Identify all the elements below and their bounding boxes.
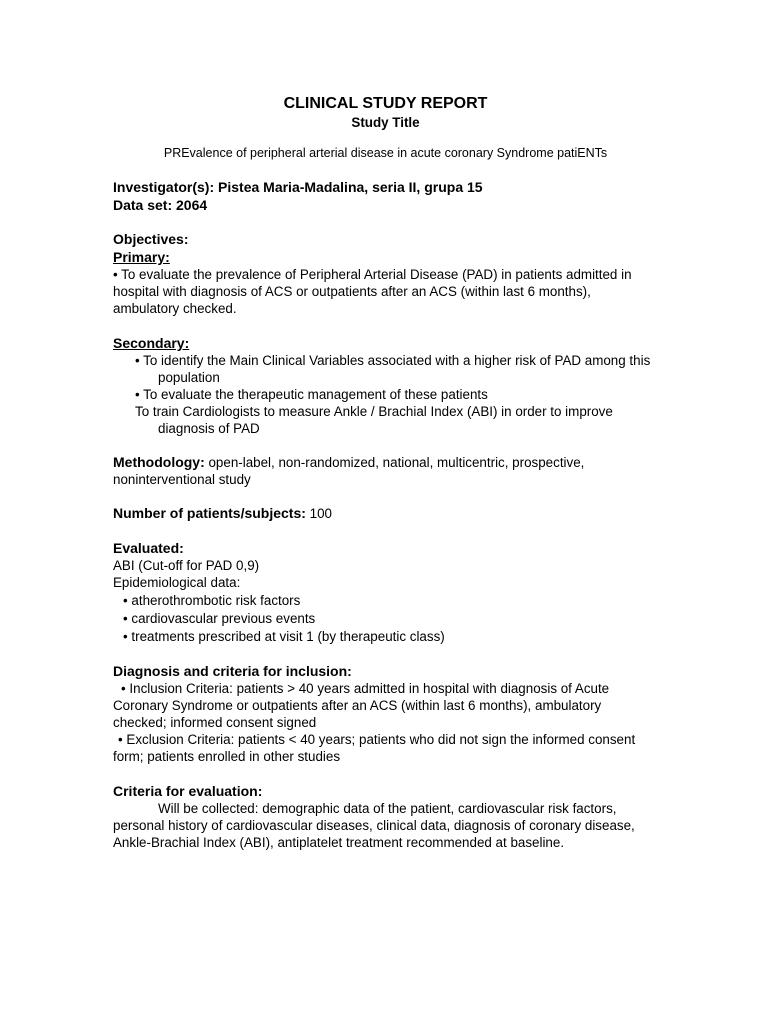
- patients-label: Number of patients/subjects:: [113, 505, 306, 521]
- evaluated-item: • treatments prescribed at visit 1 (by therapeutic class): [123, 629, 445, 644]
- patients-count: [113, 505, 658, 522]
- secondary-item: To train Cardiologists to measure Ankle / Brachial Index (ABI) in order to improve diagnosis of PAD: [135, 404, 613, 436]
- exclusion-criteria: • Exclusion Criteria: patients < 40 years; patients who did not sign the informed consent form; patients enrolled in other studies: [113, 732, 636, 764]
- study-name: PREvalence of peripheral arterial disease in acute coronary Syndrome patiENTs: [163, 146, 608, 160]
- data-set-line: Data set: 2064: [113, 197, 208, 213]
- secondary-heading: Secondary:: [113, 335, 190, 351]
- evaluated-heading: Evaluated:: [113, 540, 184, 556]
- patients-value: 100: [305, 506, 332, 521]
- report-title: CLINICAL STUDY REPORT: [283, 95, 488, 112]
- primary-objective: • To evaluate the prevalence of Peripheral Arterial Disease (PAD) in patients admitted in hospital with diagnosis of ACS or outpatients after an ACS (within last 6 months), ambulatory checked.: [113, 267, 632, 316]
- secondary-item: • To identify the Main Clinical Variables associated with a higher risk of PAD among this population: [135, 353, 651, 385]
- evaluated-item: • cardiovascular previous events: [123, 611, 316, 626]
- objectives-heading: Objectives:: [113, 231, 189, 247]
- investigator-line: Investigator(s): Pistea Maria-Madalina, seria II, grupa 15: [113, 179, 483, 195]
- abi-line: ABI (Cut-off for PAD 0,9): [113, 558, 260, 573]
- methodology-text: open-label, non-randomized, national, multicentric, prospective, noninterventional study: [113, 455, 585, 487]
- epi-line: Epidemiological data:: [113, 575, 241, 590]
- evaluated-item: • atherothrombotic risk factors: [123, 593, 301, 608]
- diagnosis-heading: Diagnosis and criteria for inclusion:: [113, 663, 352, 679]
- document-page: [113, 94, 658, 851]
- evaluation-heading: Criteria for evaluation:: [113, 783, 263, 799]
- evaluation-text: Will be collected: demographic data of the patient, cardiovascular risk factors, personal history of cardiovascular diseases, clinical data, diagnosis of coronary disease, Ankle-Brachial Index (ABI), antiplatelet treatment recommended at baseline.: [113, 801, 635, 850]
- methodology: [113, 454, 658, 488]
- secondary-item: • To evaluate the therapeutic management of these patients: [135, 387, 488, 402]
- methodology-label: Methodology:: [113, 454, 205, 470]
- inclusion-criteria: • Inclusion Criteria: patients > 40 years admitted in hospital with diagnosis of Acute Coronary Syndrome or outpatients after an ACS (within last 6 months), ambulatory checked; informed consent signed: [113, 681, 610, 730]
- primary-heading: Primary:: [113, 249, 170, 265]
- report-subtitle: Study Title: [351, 115, 420, 130]
